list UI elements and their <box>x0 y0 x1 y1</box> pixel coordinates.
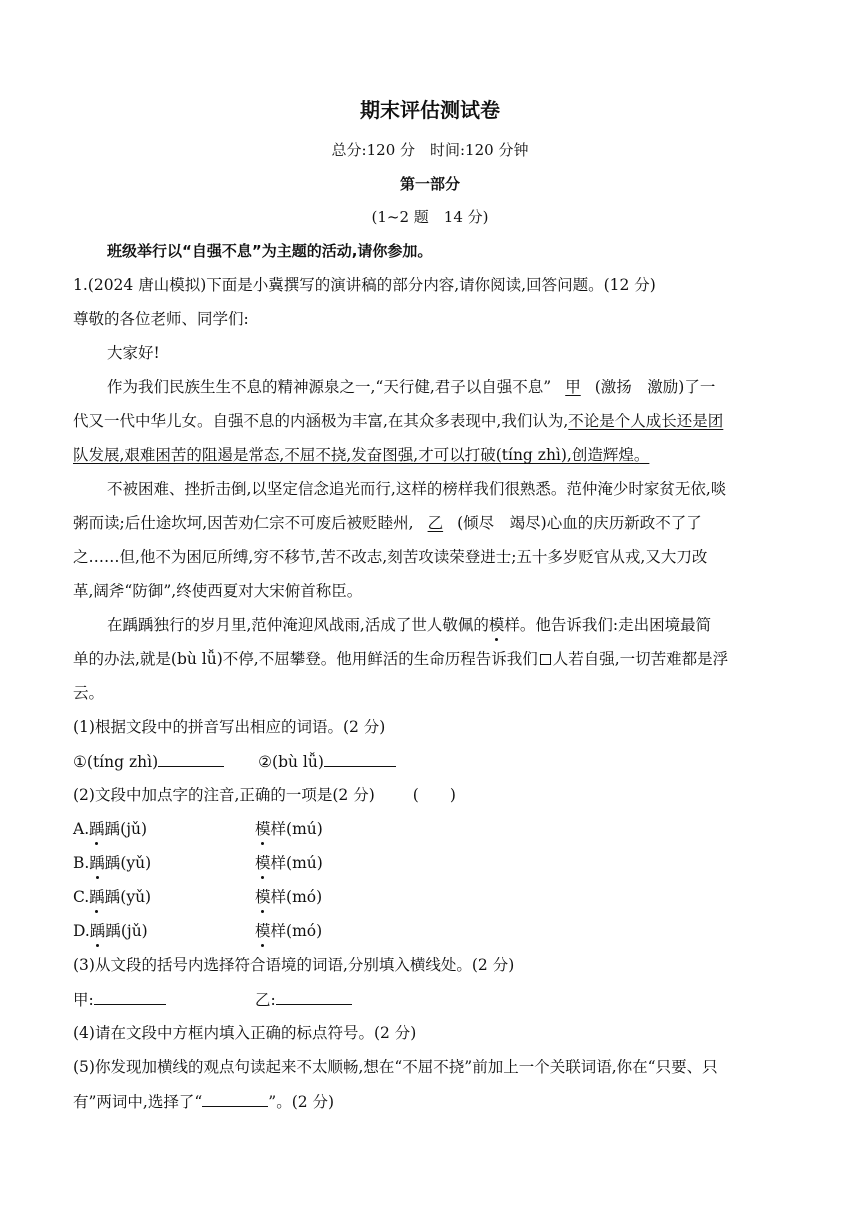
passage-text: 在踽踽独行的岁月里,范仲淹迎风战雨,活成了世人敬佩的 <box>107 616 489 634</box>
subq2-prompt <box>73 785 456 805</box>
answer-blank-jia[interactable] <box>94 989 166 1005</box>
passage-p1-line2 <box>73 411 723 431</box>
underlined-viewpoint: 队发展,艰难困苦的阻遏是常态,不屈不挠,发奋图强,才可以打破(tíng zhì),创造辉煌。 <box>73 446 650 464</box>
exam-title: 期末评估测试卷 <box>360 98 500 122</box>
option-d[interactable]: D.踽踽(jǔ) 模样(mó) <box>73 922 323 940</box>
passage-p3-line3: 云。 <box>73 684 105 702</box>
passage-text: 人若自强,一切苦难都是浮 <box>552 650 729 668</box>
passage-text: 样。他告诉我们:走出困境最简 <box>504 616 712 634</box>
passage-p2-line4: 革,阔斧“防御”,终使西夏对大宋俯首称臣。 <box>73 582 363 600</box>
greeting: 大家好! <box>107 344 160 362</box>
answer-label: ①(tíng zhì) <box>73 753 159 771</box>
passage-text: 单的办法,就是(bù lǚ)不停,不屈攀登。他用鲜活的生命历程告诉我们 <box>73 650 538 668</box>
passage-p1-line1 <box>107 377 715 397</box>
question-1-stem: 1.(2024 唐山模拟)下面是小冀撰写的演讲稿的部分内容,请你阅读,回答问题。(12 分) <box>73 276 656 294</box>
subq1-answers <box>73 751 396 772</box>
subq3-prompt: (3)从文段的括号内选择符合语境的词语,分别填入横线处。(2 分) <box>73 956 515 974</box>
subq3-answers <box>73 989 276 1010</box>
subq5-prompt-line2 <box>73 1091 334 1112</box>
answer-label: 乙: <box>255 991 276 1009</box>
passage-p3-line1 <box>107 615 711 635</box>
answer-blank[interactable] <box>202 1091 268 1107</box>
passage-text: (倾尽 竭尽)心血的庆历新政不了了 <box>457 514 702 532</box>
answer-label: ②(bù lǚ) <box>258 753 324 771</box>
blank-jia: 甲 <box>565 378 581 396</box>
option-c[interactable]: C.踽踽(yǔ) 模样(mó) <box>73 888 323 906</box>
activity-intro: 班级举行以“自强不息”为主题的活动,请你参加。 <box>107 242 433 260</box>
answer-blank[interactable] <box>158 751 224 767</box>
score-time-info: 总分:120 分 时间:120 分钟 <box>331 141 529 159</box>
part-heading: 第一部分 <box>399 175 460 193</box>
passage-p1-line3 <box>73 445 649 465</box>
passage-text: 粥而读;后仕途坎坷,因苦劝仁宗不可废后被贬睦州, <box>73 514 414 532</box>
answer-blank-yi[interactable] <box>276 989 352 1005</box>
subq5-prompt-line1: (5)你发现加横线的观点句读起来不太顺畅,想在“不屈不挠”前加上一个关联词语,你在“只要、只 <box>73 1058 718 1076</box>
blank-yi: 乙 <box>427 514 444 532</box>
passage-p2-line1: 不被困难、挫折击倒,以坚定信念追光而行,这样的榜样我们很熟悉。范仲淹少时家贫无依,啖 <box>107 480 727 498</box>
passage-text: 作为我们民族生生不息的精神源泉之一,“天行健,君子以自强不息” <box>107 378 552 396</box>
question-text: (2)文段中加点字的注音,正确的一项是(2 分) <box>73 786 375 804</box>
passage-p2-line3: 之……但,他不为困厄所缚,穷不移节,苦不改志,刻苦攻读荣登进士;五十多岁贬官从戎,又大刀改 <box>73 548 708 566</box>
question-range: (1~2 题 14 分) <box>371 208 489 226</box>
passage-text: (激扬 激励)了一 <box>594 378 716 396</box>
question-text: 有”两词中,选择了“ <box>73 1093 203 1111</box>
salutation: 尊敬的各位老师、同学们: <box>73 310 249 328</box>
answer-label: 甲: <box>73 991 94 1009</box>
passage-text: 代又一代中华儿女。自强不息的内涵极为丰富,在其众多表现中,我们认为, <box>73 412 569 430</box>
passage-p3-line2 <box>73 649 728 669</box>
subq4-prompt: (4)请在文段中方框内填入正确的标点符号。(2 分) <box>73 1024 417 1042</box>
underlined-viewpoint: 不论是个人成长还是团 <box>568 412 724 430</box>
option-a[interactable]: A.踽踽(jǔ) 模样(mú) <box>73 820 323 838</box>
answer-paren[interactable]: ( ) <box>412 786 456 804</box>
punctuation-box <box>540 654 551 665</box>
question-text: ”。(2 分) <box>268 1093 335 1111</box>
answer-blank[interactable] <box>324 751 396 767</box>
option-b[interactable]: B.踽踽(yǔ) 模样(mú) <box>73 854 323 872</box>
passage-p2-line2 <box>73 513 702 533</box>
dotted-char-mo: 模 <box>488 616 505 634</box>
subq1-prompt: (1)根据文段中的拼音写出相应的词语。(2 分) <box>73 718 386 736</box>
